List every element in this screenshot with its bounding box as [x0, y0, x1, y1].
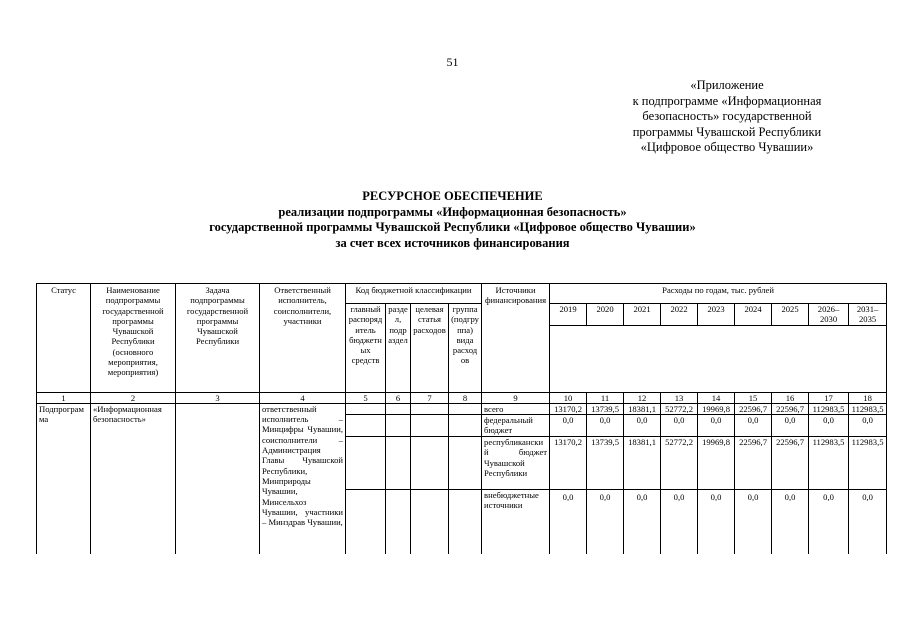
document-title — [0, 189, 905, 251]
row-code-section — [386, 403, 411, 414]
table-row — [37, 403, 887, 414]
row-code-target — [411, 437, 449, 490]
header-code-group: группа (подгруппа) вида расходов — [449, 304, 482, 393]
column-number: 2 — [91, 392, 176, 403]
header-year: 2020 — [587, 304, 624, 326]
value-cell: 0,0 — [772, 415, 809, 437]
value-cell: 112983,5 — [849, 437, 887, 490]
value-cell: 22596,7 — [735, 437, 772, 490]
row-code-target — [411, 415, 449, 437]
row-code-group — [449, 403, 482, 414]
column-number: 17 — [809, 392, 849, 403]
column-number: 7 — [411, 392, 449, 403]
row-task — [176, 403, 260, 554]
table-header-row — [37, 284, 887, 304]
value-cell: 0,0 — [698, 490, 735, 555]
header-year: 2019 — [550, 304, 587, 326]
column-number: 1 — [37, 392, 91, 403]
title-line: за счет всех источников финансирования — [335, 235, 570, 250]
value-cell: 0,0 — [550, 415, 587, 437]
row-code-target — [411, 403, 449, 414]
value-cell: 19969,8 — [698, 403, 735, 414]
value-cell: 18381,1 — [624, 403, 661, 414]
appendix-line: «Цифровое общество Чувашии» — [640, 140, 814, 154]
row-status: Подпрограмма — [37, 403, 91, 554]
value-cell: 112983,5 — [809, 437, 849, 490]
column-number: 9 — [482, 392, 550, 403]
row-code-section — [386, 437, 411, 490]
header-expenses: Расходы по годам, тыс. рублей — [550, 284, 887, 304]
value-cell: 112983,5 — [849, 403, 887, 414]
row-code-main — [346, 403, 386, 414]
value-cell: 18381,1 — [624, 437, 661, 490]
value-cell: 112983,5 — [809, 403, 849, 414]
source-label: федеральный бюджет — [482, 415, 550, 437]
header-budget-code: Код бюджетной классификации — [346, 284, 482, 304]
appendix-line: программы Чувашской Республики — [632, 124, 822, 139]
row-code-main — [346, 437, 386, 490]
header-code-section: раздел, подраздел — [386, 304, 411, 393]
header-year: 2021 — [624, 304, 661, 326]
row-code-section — [386, 415, 411, 437]
header-year: 2022 — [661, 304, 698, 326]
source-label: внебюджетные источники — [482, 490, 550, 555]
header-sources: Источники финансирования — [482, 284, 550, 393]
column-number: 5 — [346, 392, 386, 403]
row-code-group — [449, 415, 482, 437]
column-number: 12 — [624, 392, 661, 403]
value-cell: 0,0 — [661, 415, 698, 437]
column-number: 16 — [772, 392, 809, 403]
appendix-line: к подпрограмме «Информационная — [632, 93, 822, 108]
header-status: Статус — [37, 284, 91, 393]
value-cell: 22596,7 — [735, 403, 772, 414]
value-cell: 22596,7 — [772, 437, 809, 490]
row-code-main — [346, 415, 386, 437]
header-code-main: главный распорядитель бюджетных средств — [346, 304, 386, 393]
value-cell: 0,0 — [735, 415, 772, 437]
value-cell: 0,0 — [661, 490, 698, 555]
row-code-section — [386, 490, 411, 555]
header-executor: Ответственный исполнитель, соисполнители, участники — [260, 284, 346, 393]
value-cell: 52772,2 — [661, 437, 698, 490]
value-cell: 0,0 — [809, 490, 849, 555]
title-line: государственной программы Чувашской Республики «Цифровое общество Чувашии» — [209, 220, 696, 234]
header-years-spacer — [550, 325, 887, 392]
value-cell: 13739,5 — [587, 403, 624, 414]
value-cell: 0,0 — [698, 415, 735, 437]
page-number: 51 — [446, 55, 459, 69]
column-number: 3 — [176, 392, 260, 403]
value-cell: 0,0 — [624, 490, 661, 555]
value-cell: 0,0 — [587, 490, 624, 555]
value-cell: 0,0 — [849, 490, 887, 555]
column-number: 18 — [849, 392, 887, 403]
value-cell: 0,0 — [809, 415, 849, 437]
source-label: всего — [482, 403, 550, 414]
value-cell: 22596,7 — [772, 403, 809, 414]
value-cell: 13739,5 — [587, 437, 624, 490]
value-cell: 0,0 — [772, 490, 809, 555]
resource-table — [36, 283, 887, 554]
header-task: Задача подпрограммы государственной программы Чувашской Республики — [176, 284, 260, 393]
value-cell: 0,0 — [550, 490, 587, 555]
column-number: 14 — [698, 392, 735, 403]
row-code-target — [411, 490, 449, 555]
value-cell: 13170,2 — [550, 437, 587, 490]
value-cell: 13170,2 — [550, 403, 587, 414]
row-name: «Информационная безопасность» — [91, 403, 176, 554]
row-executor: ответственный исполнитель – Минцифры Чувашии, соисполнители – Администрация Главы Чувашской Республики, Минприроды Чувашии, Минсельхоз Чувашии, участники – Минздрав Чувашии, — [260, 403, 346, 554]
appendix-line: «Приложение — [690, 78, 764, 92]
header-year: 2025 — [772, 304, 809, 326]
header-year: 2024 — [735, 304, 772, 326]
column-number: 8 — [449, 392, 482, 403]
value-cell: 0,0 — [587, 415, 624, 437]
column-number-row — [37, 392, 887, 403]
header-year: 2023 — [698, 304, 735, 326]
value-cell: 0,0 — [624, 415, 661, 437]
row-code-group — [449, 490, 482, 555]
column-number: 10 — [550, 392, 587, 403]
column-number: 6 — [386, 392, 411, 403]
column-number: 11 — [587, 392, 624, 403]
title-line: реализации подпрограммы «Информационная безопасность» — [278, 204, 627, 219]
column-number: 13 — [661, 392, 698, 403]
appendix-line: безопасность» государственной — [642, 109, 812, 123]
row-code-group — [449, 437, 482, 490]
header-year: 2031–2035 — [849, 304, 887, 326]
value-cell: 0,0 — [735, 490, 772, 555]
value-cell: 52772,2 — [661, 403, 698, 414]
column-number: 15 — [735, 392, 772, 403]
value-cell: 0,0 — [849, 415, 887, 437]
row-code-main — [346, 490, 386, 555]
header-year: 2026–2030 — [809, 304, 849, 326]
appendix-note — [612, 78, 842, 156]
title-line: РЕСУРСНОЕ ОБЕСПЕЧЕНИЕ — [362, 189, 543, 203]
source-label: республиканский бюджет Чувашской Республики — [482, 437, 550, 490]
column-number: 4 — [260, 392, 346, 403]
header-name: Наименование подпрограммы государственной программы Чувашской Республики (основного мероприятия, мероприятия) — [91, 284, 176, 393]
value-cell: 19969,8 — [698, 437, 735, 490]
header-code-target: целевая статья расходов — [411, 304, 449, 393]
